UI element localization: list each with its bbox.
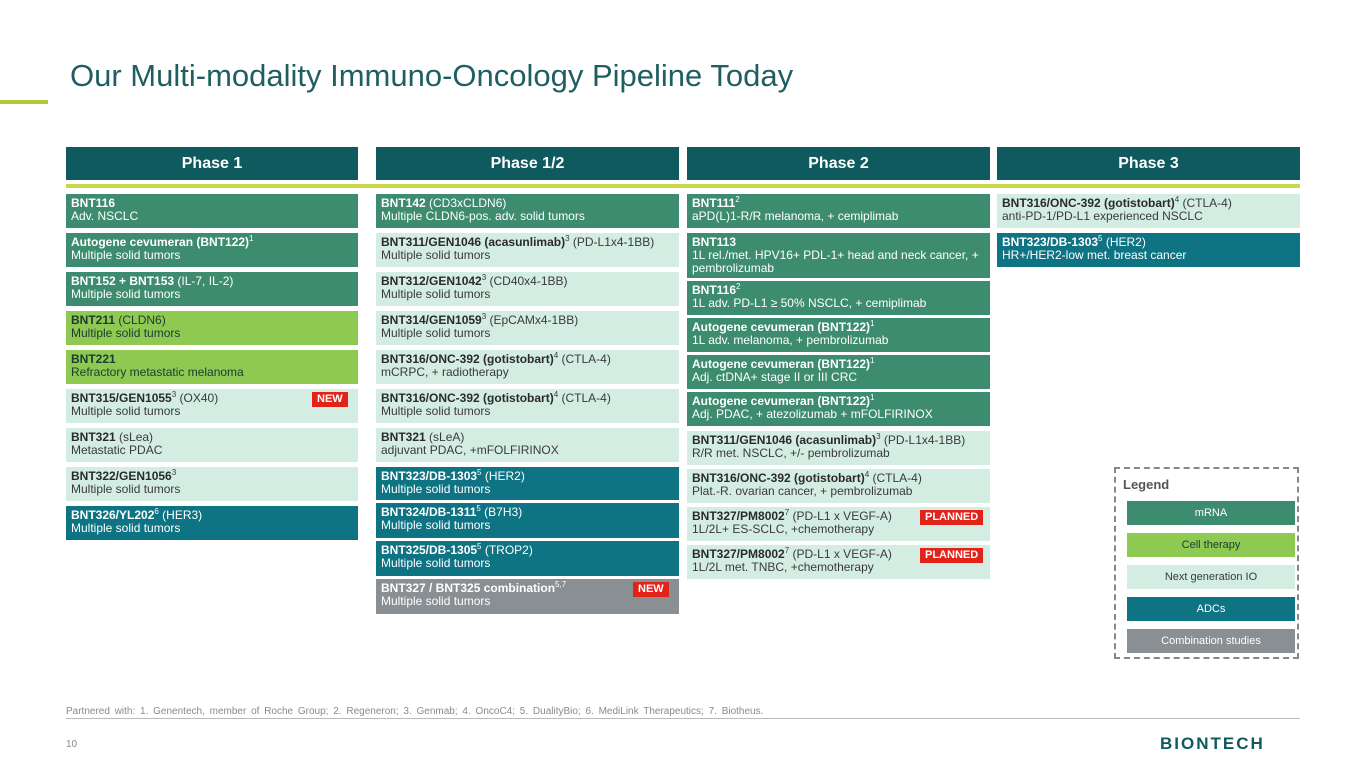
footnote-ref: 4 <box>553 390 559 399</box>
title-accent-bar <box>0 100 48 104</box>
program-indication: 1L rel./met. HPV16+ PDL-1+ head and neck cancer, + pembrolizumab <box>692 248 979 275</box>
legend-item-cell-therapy: Cell therapy <box>1127 533 1295 557</box>
legend-item-next-gen-io: Next generation IO <box>1127 565 1295 589</box>
legend-item-adcs: ADCs <box>1127 597 1295 621</box>
pipeline-card <box>66 194 358 228</box>
program-name: BNT316/ONC-392 (gotistobart)$^4$ (CTLA-4) <box>381 390 611 405</box>
pipeline-card <box>66 506 358 540</box>
footnote-ref: 4 <box>553 351 559 360</box>
program-name: BNT327/PM8002$^7$ (PD-L1 x VEGF-A) <box>692 508 892 523</box>
pipeline-card <box>997 233 1300 267</box>
footnote-ref: 6 <box>154 507 159 516</box>
footnote-ref: 7 <box>784 508 790 517</box>
pipeline-card <box>66 233 358 267</box>
program-name: BNT312/GEN1042$^3$ (CD40x4-1BB) <box>381 273 568 288</box>
phase-header-4: Phase 3 <box>997 147 1300 180</box>
footnote-ref: 3 <box>565 234 570 243</box>
pipeline-card <box>687 355 990 389</box>
new-badge: NEW <box>633 582 669 597</box>
program-name: BNT324/DB-1311$^5$ (B7H3) <box>381 504 523 519</box>
pipeline-card <box>376 541 679 576</box>
pipeline-card <box>687 281 990 315</box>
program-name: BNT316/ONC-392 (gotistobart)$^4$ (CTLA-4) <box>692 470 922 485</box>
program-name: BNT322/GEN1056$^3$ <box>71 468 177 483</box>
program-name: BNT314/GEN1059$^3$ (EpCAMx4-1BB) <box>381 312 579 327</box>
pipeline-card <box>687 431 990 465</box>
program-indication: Multiple solid tumors <box>381 287 491 301</box>
pipeline-card <box>997 194 1300 228</box>
program-indication: Multiple solid tumors <box>71 482 181 496</box>
program-indication: Multiple solid tumors <box>381 326 491 340</box>
program-name: Autogene cevumeran $(BNT122)^1$ <box>71 234 254 249</box>
footnote-ref: 1 <box>870 356 875 365</box>
footnote-ref: 5,7 <box>555 580 567 589</box>
program-indication: Multiple solid tumors <box>381 482 491 496</box>
program-indication: Adj. PDAC, + atezolizumab + mFOLFIRINOX <box>692 407 933 421</box>
pipeline-card <box>687 318 990 352</box>
pipeline-card <box>66 467 358 501</box>
program-indication: Adj. ctDNA+ stage II or III CRC <box>692 370 858 384</box>
program-indication: Multiple solid tumors <box>71 287 181 301</box>
pipeline-card <box>376 311 679 345</box>
legend-item-combination: Combination studies <box>1127 629 1295 653</box>
footnote-ref: 3 <box>481 273 487 282</box>
pipeline-card <box>687 233 990 278</box>
program-name: BNT323/DB-1303$^5$ (HER2) <box>1002 234 1146 249</box>
slide-title: Our Multi-modality Immuno-Oncology Pipeline Today <box>70 58 794 93</box>
pipeline-card <box>376 272 679 306</box>
program-indication: Multiple solid tumors <box>381 594 491 608</box>
planned-badge: PLANNED <box>920 548 983 563</box>
legend-item-mrna: mRNA <box>1127 501 1295 525</box>
pipeline-card <box>66 428 358 462</box>
program-indication: Multiple solid tumors <box>71 248 181 262</box>
pipeline-card <box>376 194 679 228</box>
planned-badge: PLANNED <box>920 510 983 525</box>
program-indication: Metastatic PDAC <box>71 443 163 457</box>
footnote-ref: 5 <box>477 542 482 551</box>
program-name: BNT316/ONC-392 (gotistobart)$^4$ (CTLA-4) <box>381 351 611 366</box>
phase-header-2: Phase 1/2 <box>376 147 679 180</box>
new-badge: NEW <box>312 392 348 407</box>
program-name: BNT113 <box>692 235 737 249</box>
program-name: $BNT111^2$ <box>692 195 740 210</box>
footnote-ref: 4 <box>1174 195 1180 204</box>
partner-footnote: Partnered with: 1. Genentech, member of Roche Group; 2. Regeneron; 3. Genmab; 4. OncoC4; 5. DualityBio; 6. MediLink Therapeutics; 7. Biotheus. <box>66 706 764 717</box>
program-indication: aPD(L)1-R/R melanoma, + cemiplimab <box>692 209 899 223</box>
footnote-ref: 3 <box>481 312 487 321</box>
program-indication: R/R met. NSCLC, +/- pembrolizumab <box>692 446 890 460</box>
program-indication: adjuvant PDAC, +mFOLFIRINOX <box>381 443 559 457</box>
program-name: BNT321 (sLeA) <box>381 430 465 444</box>
footnote-ref: 3 <box>876 432 881 441</box>
footnote-ref: 7 <box>784 546 790 555</box>
program-indication: Multiple solid tumors <box>381 518 491 532</box>
footnote-ref: 1 <box>249 234 254 243</box>
pipeline-card <box>66 350 358 384</box>
program-name: Autogene cevumeran $(BNT122)^1$ <box>692 319 875 334</box>
program-indication: 1L/2L+ ES-SCLC, +chemotherapy <box>692 522 875 536</box>
pipeline-card <box>376 233 679 267</box>
program-indication: Multiple solid tumors <box>71 404 181 418</box>
phase-header-1: Phase 1 <box>66 147 358 180</box>
program-name: BNT142 (CD3xCLDN6) <box>381 196 507 210</box>
program-indication: 1L/2L met. TNBC, +chemotherapy <box>692 560 874 574</box>
page-number: 10 <box>66 739 78 750</box>
pipeline-card <box>687 469 990 503</box>
header-divider <box>66 184 1300 188</box>
program-name: BNT315/GEN1055$^3$ (OX40) <box>71 390 219 405</box>
program-name: BNT327/PM8002$^7$ (PD-L1 x VEGF-A) <box>692 546 892 561</box>
pipeline-card <box>66 311 358 345</box>
program-indication: Multiple solid tumors <box>71 521 181 535</box>
program-name: $BNT326/YL202^6$ (HER3) <box>71 507 203 522</box>
program-indication: Adv. NSCLC <box>71 209 139 223</box>
program-name: BNT152 + BNT153 (IL-7, IL-2) <box>71 274 234 288</box>
program-name: BNT325/DB-1305$^5$ (TROP2) <box>381 542 533 557</box>
footnote-ref: 5 <box>476 504 481 513</box>
footnote-ref: 4 <box>864 470 870 479</box>
pipeline-card <box>687 194 990 228</box>
program-indication: mCRPC, + radiotherapy <box>381 365 509 379</box>
program-name: Autogene cevumeran $(BNT122)^1$ <box>692 356 875 371</box>
footnote-ref: 3 <box>171 468 177 477</box>
footnote-ref: 1 <box>870 319 875 328</box>
program-indication: 1L adv. melanoma, + pembrolizumab <box>692 333 889 347</box>
program-name: BNT116 <box>71 196 116 210</box>
pipeline-card <box>687 392 990 426</box>
program-name: BNT323/DB-1303$^5$ (HER2) <box>381 468 525 483</box>
program-indication: HR+/HER2-low met. breast cancer <box>1002 248 1187 262</box>
footnote-ref: 1 <box>870 393 875 402</box>
footer-divider <box>66 718 1300 719</box>
footnote-ref: 2 <box>735 195 740 204</box>
footnote-ref: 3 <box>171 390 177 399</box>
pipeline-card <box>376 467 679 500</box>
program-name: BNT321 (sLea) <box>71 430 154 444</box>
pipeline-card <box>376 428 679 462</box>
legend-box <box>1114 467 1299 659</box>
program-indication: 1L adv. PD-L1 ≥ 50% NSCLC, + cemiplimab <box>692 296 927 310</box>
pipeline-card <box>376 350 679 384</box>
footnote-ref: 5 <box>477 468 482 477</box>
program-name: BNT311/GEN1046 (acasunlimab)$^3$ (PD-L1x4-1BB) <box>381 234 655 249</box>
program-name: BNT316/ONC-392 (gotistobart)$^4$ (CTLA-4) <box>1002 195 1232 210</box>
program-indication: Plat.-R. ovarian cancer, + pembrolizumab <box>692 484 913 498</box>
footnote-ref: 2 <box>736 282 741 291</box>
pipeline-card <box>66 272 358 306</box>
program-indication: Multiple solid tumors <box>381 404 491 418</box>
pipeline-card <box>376 389 679 423</box>
pipeline-card <box>376 503 679 538</box>
program-indication: Multiple solid tumors <box>381 556 491 570</box>
program-name: BNT221 <box>71 352 116 366</box>
program-indication: Multiple CLDN6-pos. adv. solid tumors <box>381 209 585 223</box>
program-name: BNT211 (CLDN6) <box>71 313 166 327</box>
program-name: BNT327 / BNT325 combination$^{5,7}$ <box>381 580 567 595</box>
program-indication: Multiple solid tumors <box>381 248 491 262</box>
program-indication: Refractory metastatic melanoma <box>71 365 244 379</box>
phase-header-3: Phase 2 <box>687 147 990 180</box>
program-indication: Multiple solid tumors <box>71 326 181 340</box>
program-name: $BNT116^2$ <box>692 282 741 297</box>
program-name: BNT311/GEN1046 (acasunlimab)$^3$ (PD-L1x4-1BB) <box>692 432 966 447</box>
program-indication: anti-PD-1/PD-L1 experienced NSCLC <box>1002 209 1203 223</box>
footnote-ref: 5 <box>1098 234 1103 243</box>
biontech-logo: BIONTECH <box>1160 734 1265 753</box>
legend-title: Legend <box>1123 477 1170 492</box>
program-name: Autogene cevumeran $(BNT122)^1$ <box>692 393 875 408</box>
